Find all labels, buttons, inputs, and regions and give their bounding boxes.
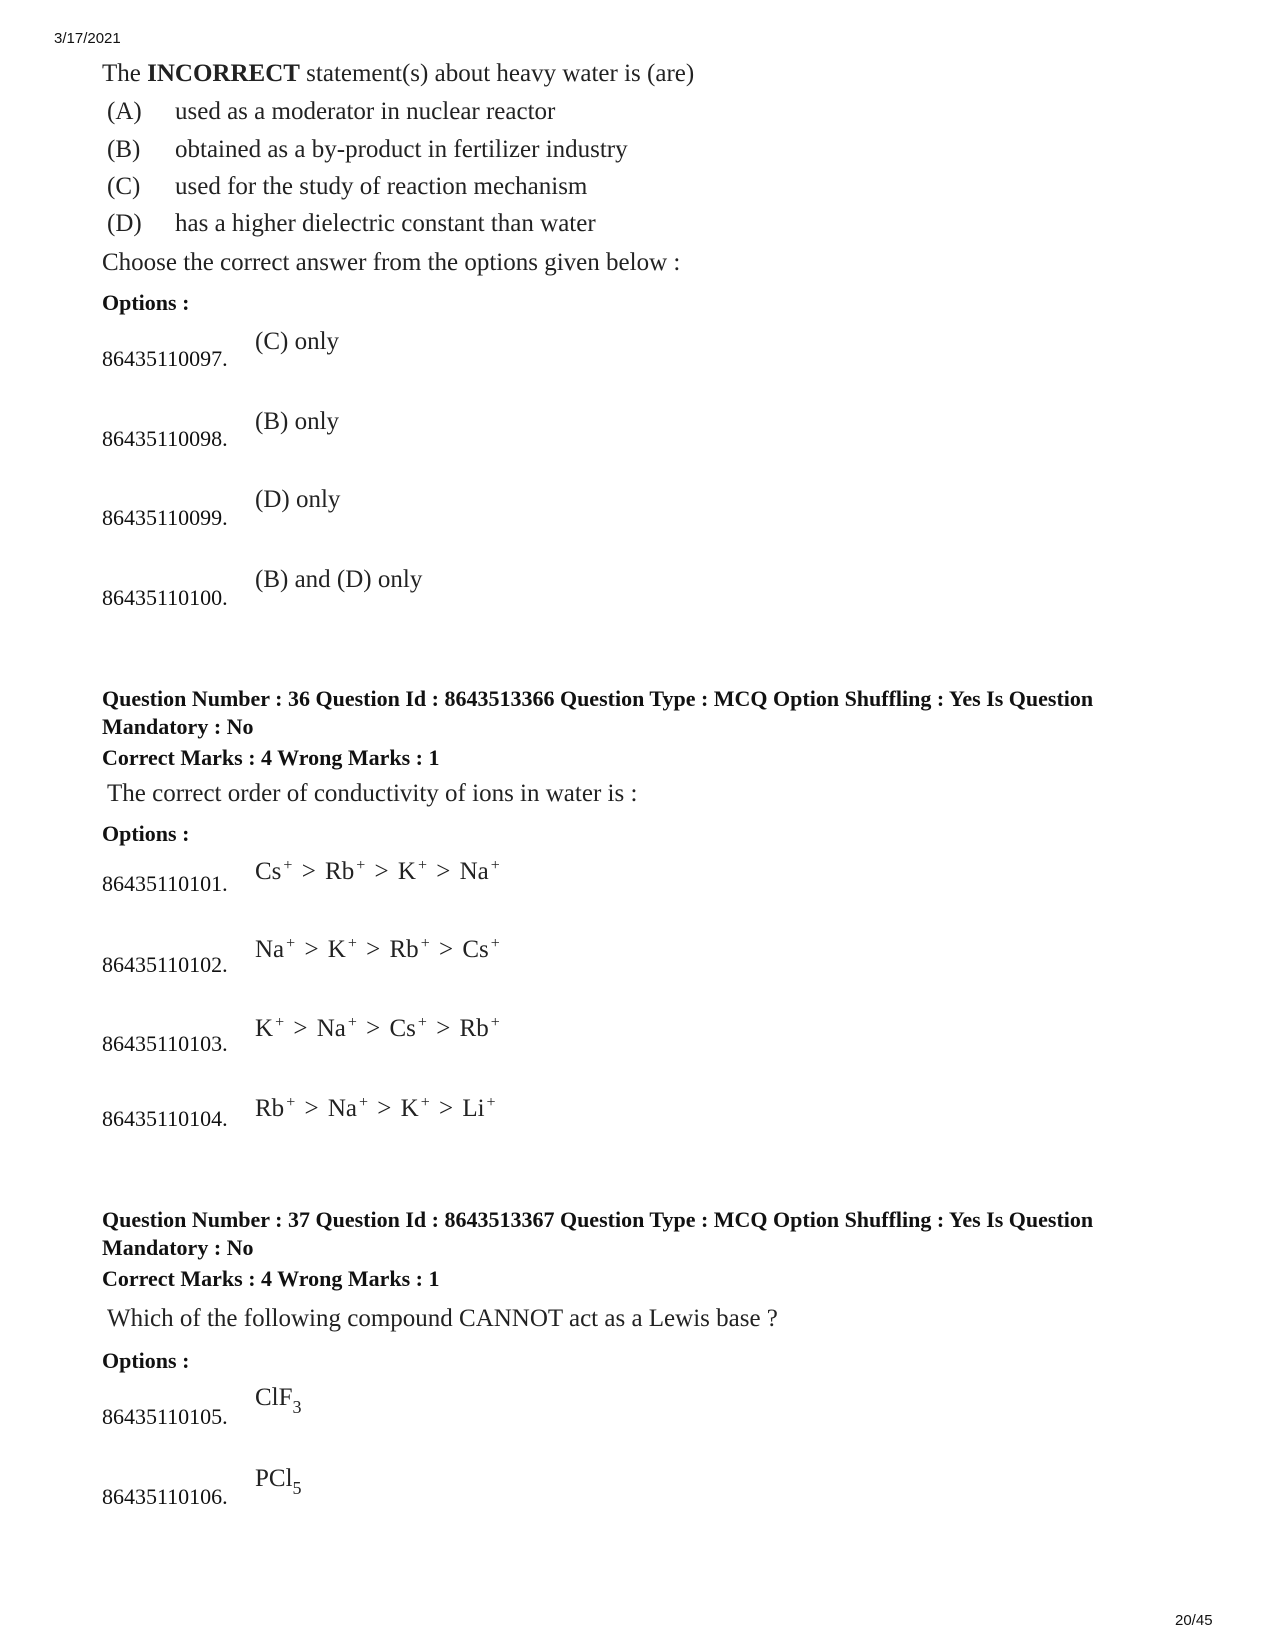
ion: Rb [459, 1015, 489, 1042]
question-text: Which of the following compound CANNOT act as a Lewis base ? [107, 1305, 778, 1332]
ion-charge: + [490, 935, 500, 952]
instruction-text: Choose the correct answer from the options given below : [102, 249, 681, 276]
ion: Rb [255, 1095, 285, 1122]
statement-item: (D) has a higher dielectric constant than water [107, 210, 596, 237]
option-id: 86435110098. [102, 426, 228, 451]
greater-than-sign: > [359, 936, 387, 963]
option-id: 86435110100. [102, 585, 228, 610]
question-marks: Correct Marks : 4 Wrong Marks : 1 [102, 1266, 440, 1291]
ion-charge: + [486, 1094, 496, 1111]
question-meta: Question Number : 36 Question Id : 8643513366 Question Type : MCQ Option Shuffling : Yes Is Question Mandatory : No [102, 686, 1094, 739]
option-text: (B) only [255, 408, 340, 435]
option-id: 86435110102. [102, 952, 228, 977]
ion: K [255, 1015, 274, 1042]
greater-than-sign: > [368, 858, 395, 885]
option-text: (D) only [255, 486, 341, 513]
greater-than-sign: > [432, 1095, 460, 1122]
options-heading: Options : [102, 1348, 190, 1373]
ion-charge: + [358, 1094, 369, 1111]
ion-charge: + [356, 857, 366, 874]
ion: Na [316, 1015, 346, 1042]
greater-than-sign: > [298, 936, 325, 963]
ion-charge: + [286, 935, 296, 952]
question-meta: Question Number : 37 Question Id : 8643513367 Question Type : MCQ Option Shuffling : Yes Is Question Mandatory : No [102, 1207, 1094, 1260]
greater-than-sign: > [359, 1015, 387, 1042]
greater-than-sign: > [429, 1015, 457, 1042]
print-date: 3/17/2021 [54, 30, 121, 47]
option-ion-order [255, 1014, 500, 1043]
ion: Rb [389, 936, 419, 963]
ion: Na [255, 936, 285, 963]
ion: K [327, 936, 346, 963]
option-formula: PCl$_5$ [255, 1465, 302, 1498]
page-number: 20/45 [1175, 1612, 1213, 1629]
ion-charge: + [490, 857, 500, 874]
statement-item: (A) used as a moderator in nuclear reactor [107, 98, 556, 125]
ion: Rb [325, 858, 355, 885]
option-id: 86435110097. [102, 346, 228, 371]
ion: Li [462, 1095, 485, 1122]
ion-charge: + [417, 857, 427, 874]
options-heading: Options : [102, 821, 190, 846]
question-text: The INCORRECT statement(s) about heavy water is (are) [102, 60, 695, 87]
option-id: 86435110099. [102, 505, 228, 530]
option-id: 86435110106. [102, 1484, 228, 1509]
emphasis-word: INCORRECT [147, 60, 300, 87]
ion-charge: + [347, 1014, 357, 1031]
option-ion-order [255, 935, 500, 964]
option-id: 86435110101. [102, 871, 228, 896]
ion: Na [327, 1095, 357, 1122]
greater-than-sign: > [287, 1015, 314, 1042]
greater-than-sign: > [429, 858, 457, 885]
ion-charge: + [490, 1014, 500, 1031]
option-ion-order [255, 857, 500, 886]
statement-item: (C) used for the study of reaction mechanism [107, 173, 588, 200]
option-id: 86435110104. [102, 1106, 228, 1131]
ion: Na [459, 858, 489, 885]
option-id: 86435110105. [102, 1404, 228, 1429]
question-text: The correct order of conductivity of ions in water is : [107, 780, 638, 807]
options-heading: Options : [102, 290, 190, 315]
ion: Cs [389, 1015, 416, 1042]
greater-than-sign: > [298, 1095, 325, 1122]
ion-charge: + [275, 1014, 285, 1031]
ion: K [400, 1095, 419, 1122]
ion-charge: + [283, 857, 293, 874]
option-text: (C) only [255, 328, 340, 355]
ion: Cs [462, 936, 489, 963]
ion: K [397, 858, 416, 885]
option-id: 86435110103. [102, 1031, 228, 1056]
ion: Cs [255, 858, 282, 885]
greater-than-sign: > [295, 858, 323, 885]
statement-item: (B) obtained as a by-product in fertilizer industry [107, 136, 628, 163]
ion-charge: + [420, 1094, 430, 1111]
ion-charge: + [286, 1094, 296, 1111]
option-ion-order [255, 1094, 496, 1123]
option-text: (B) and (D) only [255, 566, 423, 593]
greater-than-sign: > [371, 1095, 398, 1122]
greater-than-sign: > [432, 936, 460, 963]
option-formula: ClF$_3$ [255, 1384, 302, 1417]
ion-charge: + [420, 935, 430, 952]
question-marks: Correct Marks : 4 Wrong Marks : 1 [102, 745, 440, 770]
ion-charge: + [347, 935, 357, 952]
ion-charge: + [417, 1014, 427, 1031]
